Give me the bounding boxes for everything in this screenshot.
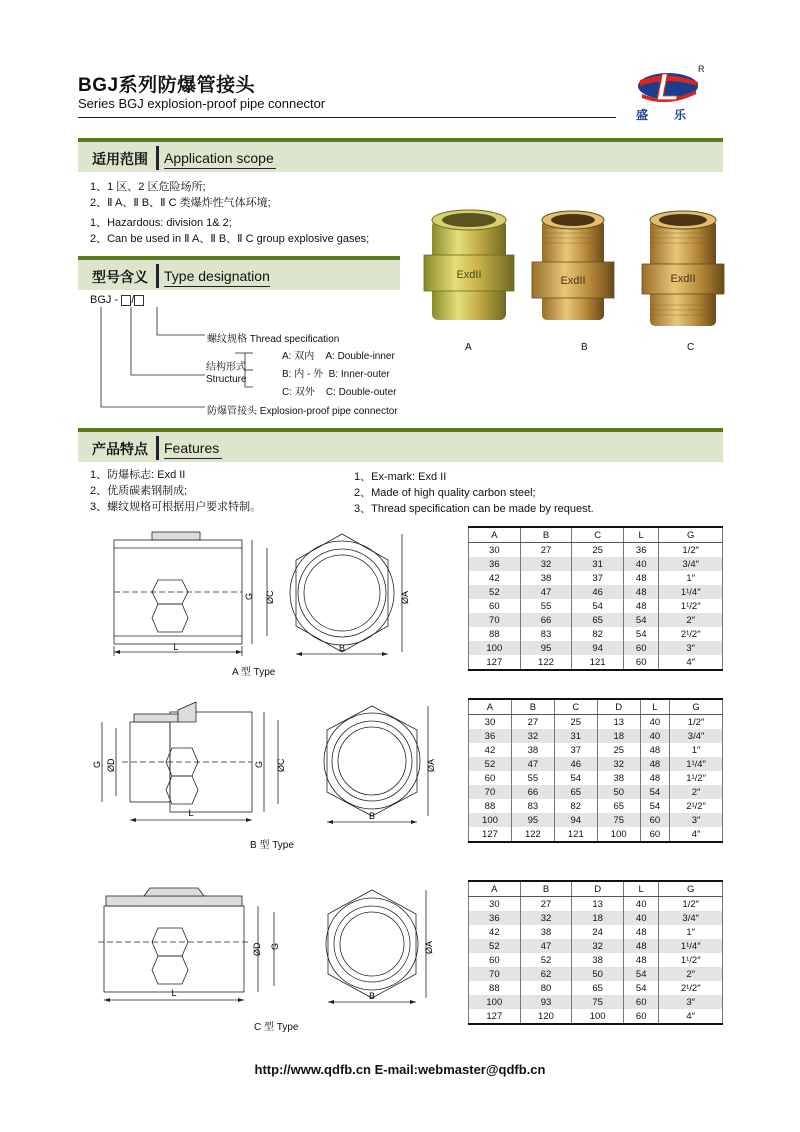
spec-table-b [468, 698, 723, 843]
table-cell: 18 [572, 911, 624, 925]
table-row [469, 925, 723, 939]
logo-letter: L [656, 67, 680, 108]
table-cell: 70 [469, 613, 521, 627]
table-row [469, 543, 723, 558]
table-row [469, 799, 723, 813]
table-cell: 1¹/4″ [670, 757, 723, 771]
table-cell: 52 [469, 585, 521, 599]
table-header-cell: C [554, 699, 597, 715]
table-cell: 32 [520, 911, 572, 925]
logo-char-le: 乐 [674, 108, 687, 122]
dim-g: G [92, 760, 102, 768]
table-cell: 25 [572, 543, 624, 558]
table-cell: 65 [597, 799, 640, 813]
table-row [469, 655, 723, 670]
table-cell: 36 [469, 729, 512, 743]
drawing-type-a [92, 520, 462, 660]
caption-type-c: C 型 Type [254, 1022, 299, 1033]
table-header-cell: C [572, 527, 624, 543]
table-cell: 100 [597, 827, 640, 842]
table-cell: 48 [623, 925, 658, 939]
table-cell: 40 [640, 715, 669, 730]
table-cell: 48 [623, 953, 658, 967]
product-photo-c [642, 211, 724, 326]
brand-logo [632, 64, 712, 124]
table-header-cell: G [670, 699, 723, 715]
table-cell: 32 [597, 757, 640, 771]
table-cell: 48 [640, 743, 669, 757]
table-cell: 2″ [670, 785, 723, 799]
connector-label: 防爆管接头 Explosion-proof pipe connector [207, 406, 398, 417]
table-cell: 82 [572, 627, 624, 641]
application-cn-title: 适用范围 [92, 151, 148, 167]
table-header-cell: G [659, 527, 723, 543]
table-cell: 47 [520, 939, 572, 953]
table-cell: 3/4″ [670, 729, 723, 743]
structure-placeholder-box [121, 295, 131, 306]
table-cell: 13 [572, 897, 624, 912]
application-en-title: Application scope [164, 150, 274, 166]
structure-option-c: C: 双外 C: Double-outer [282, 387, 397, 398]
table-cell: 37 [572, 571, 624, 585]
table-cell: 121 [554, 827, 597, 842]
type-en-title: Type designation [164, 268, 270, 284]
table-cell: 80 [520, 981, 572, 995]
registered-mark: R [698, 64, 705, 74]
table-cell: 4″ [659, 655, 723, 670]
table-cell: 1¹/4″ [659, 939, 723, 953]
table-cell: 54 [640, 799, 669, 813]
table-cell: 1″ [659, 925, 723, 939]
table-cell: 40 [640, 729, 669, 743]
table-cell: 40 [623, 897, 658, 912]
page-subtitle: Series BGJ explosion-proof pipe connector [78, 96, 326, 111]
table-cell: 2¹/2″ [659, 981, 723, 995]
table-header-cell: L [623, 527, 658, 543]
table-cell: 83 [520, 627, 572, 641]
table-row [469, 939, 723, 953]
table-cell: 38 [572, 953, 624, 967]
table-cell: 60 [640, 827, 669, 842]
spec-table-c [468, 880, 723, 1025]
table-cell: 52 [469, 757, 512, 771]
caption-type-b: B 型 Type [250, 840, 294, 851]
table-cell: 42 [469, 571, 521, 585]
table-header-cell: L [640, 699, 669, 715]
table-cell: 31 [572, 557, 624, 571]
table-row [469, 953, 723, 967]
table-cell: 13 [597, 715, 640, 730]
type-code-prefix: BGJ - [90, 294, 119, 306]
table-cell: 25 [597, 743, 640, 757]
table-header-cell: G [659, 881, 723, 897]
table-cell: 93 [520, 995, 572, 1009]
table-cell: 65 [572, 981, 624, 995]
table-cell: 60 [623, 1009, 658, 1024]
dim-c: ØC [276, 758, 286, 772]
table-cell: 2¹/2″ [659, 627, 723, 641]
table-cell: 1/2″ [670, 715, 723, 730]
table-cell: 30 [469, 543, 521, 558]
table-row [469, 995, 723, 1009]
dim-b: B [338, 643, 346, 653]
table-cell: 1¹/2″ [659, 599, 723, 613]
table-cell: 100 [469, 641, 521, 655]
table-cell: 42 [469, 743, 512, 757]
table-cell: 75 [572, 995, 624, 1009]
table-row [469, 911, 723, 925]
structure-cn-label: 结构形式 [206, 362, 246, 373]
table-cell: 38 [520, 925, 572, 939]
dim-a: ØA [424, 940, 434, 954]
engraving-text: ExdII [456, 269, 482, 281]
table-cell: 48 [640, 771, 669, 785]
dim-b: B [368, 811, 376, 821]
table-cell: 1″ [670, 743, 723, 757]
table-row [469, 1009, 723, 1024]
table-cell: 3/4″ [659, 911, 723, 925]
table-cell: 38 [597, 771, 640, 785]
table-cell: 27 [511, 715, 554, 730]
table-cell: 2″ [659, 613, 723, 627]
table-cell: 50 [572, 967, 624, 981]
table-cell: 60 [469, 953, 521, 967]
table-cell: 62 [520, 967, 572, 981]
table-cell: 100 [572, 1009, 624, 1024]
table-cell: 54 [623, 981, 658, 995]
table-cell: 88 [469, 981, 521, 995]
dim-d: ØD [252, 942, 262, 956]
table-cell: 18 [597, 729, 640, 743]
type-cn-title: 型号含义 [92, 269, 148, 285]
dim-g: G [254, 760, 264, 768]
table-cell: 100 [469, 995, 521, 1009]
table-cell: 32 [572, 939, 624, 953]
table-cell: 1¹/4″ [659, 585, 723, 599]
table-row [469, 715, 723, 730]
dim-l: L [188, 808, 194, 818]
table-cell: 27 [520, 543, 572, 558]
table-row [469, 613, 723, 627]
table-cell: 60 [469, 771, 512, 785]
table-cell: 88 [469, 627, 521, 641]
table-cell: 24 [572, 925, 624, 939]
table-cell: 60 [640, 813, 669, 827]
table-cell: 47 [520, 585, 572, 599]
dim-g: G [270, 942, 280, 950]
table-cell: 27 [520, 897, 572, 912]
application-cn-line: 1、1 区、2 区危险场所; [90, 181, 206, 193]
table-row [469, 599, 723, 613]
table-row [469, 785, 723, 799]
engraving-text: ExdII [670, 273, 696, 285]
feature-en-item: 1、Ex-mark: Exd II [354, 471, 447, 483]
table-cell: 54 [572, 599, 624, 613]
table-cell: 25 [554, 715, 597, 730]
table-cell: 70 [469, 967, 521, 981]
footer-contact: http://www.qdfb.cn E-mail:webmaster@qdfb.cn [254, 1062, 546, 1077]
table-cell: 60 [623, 995, 658, 1009]
table-row [469, 585, 723, 599]
dim-g: G [244, 592, 254, 600]
table-cell: 95 [511, 813, 554, 827]
table-cell: 47 [511, 757, 554, 771]
table-row [469, 813, 723, 827]
dim-a: ØA [400, 590, 410, 604]
table-row [469, 571, 723, 585]
table-cell: 55 [511, 771, 554, 785]
table-header-cell: B [511, 699, 554, 715]
table-cell: 2″ [659, 967, 723, 981]
table-cell: 48 [623, 939, 658, 953]
table-cell: 127 [469, 1009, 521, 1024]
table-cell: 66 [511, 785, 554, 799]
engraving-text: ExdII [560, 275, 586, 287]
table-cell: 100 [469, 813, 512, 827]
photo-label-c: C [687, 342, 695, 353]
table-cell: 4″ [659, 1009, 723, 1024]
feature-cn-item: 2、优质碳素钢制成; [90, 485, 188, 497]
table-cell: 1/2″ [659, 897, 723, 912]
product-photo-b [532, 211, 614, 320]
table-cell: 122 [511, 827, 554, 842]
table-row [469, 967, 723, 981]
table-cell: 36 [623, 543, 658, 558]
table-cell: 1¹/2″ [659, 953, 723, 967]
table-cell: 37 [554, 743, 597, 757]
table-cell: 54 [554, 771, 597, 785]
dim-l: L [173, 642, 179, 652]
application-en-line: 2、Can be used in Ⅱ A、Ⅱ B、Ⅱ C group explosive gases; [90, 233, 370, 245]
table-row [469, 743, 723, 757]
table-row [469, 557, 723, 571]
table-cell: 38 [520, 571, 572, 585]
table-cell: 54 [623, 613, 658, 627]
table-header-cell: B [520, 527, 572, 543]
table-cell: 36 [469, 911, 521, 925]
table-header-cell: L [623, 881, 658, 897]
table-cell: 83 [511, 799, 554, 813]
table-cell: 32 [511, 729, 554, 743]
table-header-row [469, 881, 723, 897]
table-cell: 54 [623, 967, 658, 981]
table-cell: 50 [597, 785, 640, 799]
section-features [78, 428, 723, 462]
thread-spec-label: 螺纹规格 Thread specification [207, 334, 340, 345]
table-header-row [469, 527, 723, 543]
dim-b: B [368, 991, 376, 1001]
table-cell: 82 [554, 799, 597, 813]
table-cell: 120 [520, 1009, 572, 1024]
table-cell: 122 [520, 655, 572, 670]
table-cell: 88 [469, 799, 512, 813]
table-cell: 48 [623, 599, 658, 613]
drawing-type-b [92, 692, 462, 832]
features-en-title: Features [164, 440, 220, 456]
table-cell: 127 [469, 655, 521, 670]
table-cell: 127 [469, 827, 512, 842]
table-cell: 3″ [670, 813, 723, 827]
dim-c: ØC [265, 590, 275, 604]
table-cell: 30 [469, 897, 521, 912]
application-en-line: 1、Hazardous: division 1& 2; [90, 217, 232, 229]
table-cell: 38 [511, 743, 554, 757]
page-title: BGJ系列防爆管接头 [78, 75, 256, 96]
table-header-row [469, 699, 723, 715]
table-cell: 65 [554, 785, 597, 799]
table-cell: 60 [469, 599, 521, 613]
table-cell: 66 [520, 613, 572, 627]
feature-cn-item: 3、螺纹规格可根据用户要求特制。 [90, 501, 262, 513]
table-cell: 52 [469, 939, 521, 953]
structure-option-a: A: 双内 A: Double-inner [282, 351, 395, 362]
section-type-designation [78, 256, 400, 290]
table-cell: 54 [623, 627, 658, 641]
table-row [469, 729, 723, 743]
table-header-cell: D [597, 699, 640, 715]
table-header-cell: A [469, 527, 521, 543]
table-cell: 60 [623, 655, 658, 670]
table-header-cell: D [572, 881, 624, 897]
table-header-cell: A [469, 699, 512, 715]
table-cell: 3″ [659, 641, 723, 655]
table-row [469, 757, 723, 771]
table-cell: 46 [554, 757, 597, 771]
designation-leader-lines [95, 305, 295, 415]
table-cell: 2¹/2″ [670, 799, 723, 813]
table-cell: 1¹/2″ [670, 771, 723, 785]
table-row [469, 827, 723, 842]
table-cell: 36 [469, 557, 521, 571]
logo-char-sheng: 盛 [636, 108, 649, 122]
table-cell: 54 [640, 785, 669, 799]
table-cell: 70 [469, 785, 512, 799]
table-cell: 55 [520, 599, 572, 613]
dim-l: L [171, 988, 177, 998]
table-cell: 48 [623, 585, 658, 599]
spec-table-a [468, 526, 723, 671]
table-cell: 60 [623, 641, 658, 655]
feature-cn-item: 1、防爆标志: Exd II [90, 469, 186, 481]
table-row [469, 897, 723, 912]
section-application [78, 138, 723, 172]
table-cell: 94 [572, 641, 624, 655]
dim-d: ØD [106, 758, 116, 772]
table-cell: 48 [623, 571, 658, 585]
table-cell: 75 [597, 813, 640, 827]
features-cn-title: 产品特点 [92, 441, 148, 457]
type-code-slash: / [131, 294, 135, 306]
photo-label-b: B [581, 342, 588, 353]
table-cell: 32 [520, 557, 572, 571]
table-cell: 52 [520, 953, 572, 967]
table-cell: 95 [520, 641, 572, 655]
table-row [469, 771, 723, 785]
table-row [469, 981, 723, 995]
table-cell: 31 [554, 729, 597, 743]
structure-en-label: Structure [206, 374, 247, 385]
drawing-type-c [92, 876, 462, 1016]
table-cell: 1″ [659, 571, 723, 585]
table-cell: 40 [623, 911, 658, 925]
table-row [469, 641, 723, 655]
table-cell: 4″ [670, 827, 723, 842]
table-header-cell: A [469, 881, 521, 897]
title-divider [78, 117, 616, 118]
table-cell: 65 [572, 613, 624, 627]
structure-option-b: B: 内 - 外 B: Inner-outer [282, 369, 390, 380]
table-cell: 48 [640, 757, 669, 771]
table-cell: 121 [572, 655, 624, 670]
table-cell: 3/4″ [659, 557, 723, 571]
dim-a: ØA [426, 758, 436, 772]
table-cell: 46 [572, 585, 624, 599]
table-cell: 3″ [659, 995, 723, 1009]
table-cell: 42 [469, 925, 521, 939]
application-cn-line: 2、Ⅱ A、Ⅱ B、Ⅱ C 类爆炸性气体环境; [90, 197, 271, 209]
table-row [469, 627, 723, 641]
feature-en-item: 2、Made of high quality carbon steel; [354, 487, 536, 499]
thread-placeholder-box [134, 295, 144, 306]
table-cell: 1/2″ [659, 543, 723, 558]
table-cell: 40 [623, 557, 658, 571]
feature-en-item: 3、Thread specification can be made by request. [354, 503, 594, 515]
product-photos [410, 200, 730, 340]
table-cell: 94 [554, 813, 597, 827]
table-header-cell: B [520, 881, 572, 897]
photo-label-a: A [465, 342, 472, 353]
table-cell: 30 [469, 715, 512, 730]
product-photo-a [424, 210, 514, 320]
caption-type-a: A 型 Type [232, 667, 276, 678]
